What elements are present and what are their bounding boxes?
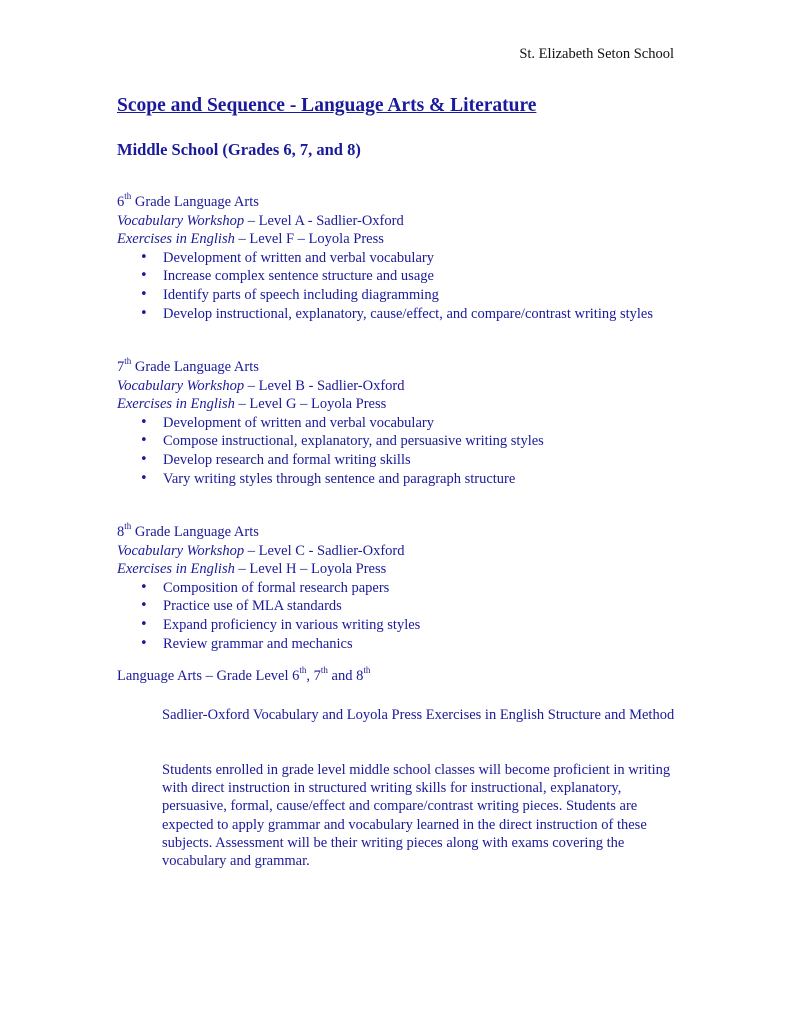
exercise-book-title: Exercises in English	[117, 561, 235, 578]
grade-6-section	[117, 193, 677, 323]
grade-8-section	[117, 523, 677, 653]
list-item: • Development of written and verbal vocabulary	[117, 249, 677, 268]
materials-paragraph: Sadlier-Oxford Vocabulary and Loyola Press Exercises in English Structure and Method	[162, 707, 675, 723]
list-item: • Develop instructional, explanatory, cause/effect, and compare/contrast writing styles	[117, 305, 677, 324]
list-item: • Practice use of MLA standards	[117, 597, 677, 616]
ordinal-suffix: th	[320, 665, 328, 676]
exercise-book-line	[117, 395, 677, 414]
list-item: • Increase complex sentence structure and usage	[117, 267, 677, 286]
grade-heading	[117, 523, 677, 542]
grade-number: 6	[117, 194, 125, 210]
grade-levels-prefix: Language Arts – Grade Level 6	[117, 668, 300, 684]
list-item: • Compose instructional, explanatory, and persuasive writing styles	[117, 432, 677, 451]
vocab-book-level: – Level C - Sadlier-Oxford	[244, 542, 405, 559]
description-paragraph: Students enrolled in grade level middle school classes will become proficient in writing with direct instruction in structured writing skills for instructional, explanatory, persuasive, formal, cause/effect and compare/contrast writing pieces. Students are expected to apply grammar and vocabulary learned in the direct instruction of these subjects. Assessment will be their writing pieces along with exams covering the vocabulary and grammar.	[162, 762, 671, 870]
grade-levels-heading	[117, 665, 371, 685]
exercise-book-level: – Level F – Loyola Press	[234, 231, 384, 248]
ordinal-suffix: th	[363, 665, 371, 676]
grade-heading	[117, 193, 677, 212]
grade-levels-end: and 8	[327, 668, 364, 684]
grade-number: 8	[117, 524, 125, 540]
exercise-book-level: – Level G – Loyola Press	[234, 396, 387, 413]
exercise-book-line	[117, 230, 677, 249]
vocab-book-title: Vocabulary Workshop	[117, 542, 245, 559]
grade-7-section	[117, 358, 677, 488]
grade-levels-mid: , 7	[306, 668, 321, 684]
grade-heading-text: Grade Language Arts	[131, 359, 259, 375]
exercise-book-line	[117, 560, 677, 579]
ordinal-suffix: th	[124, 191, 132, 202]
skills-list	[117, 579, 677, 653]
ordinal-suffix: th	[299, 665, 307, 676]
skills-list	[117, 414, 677, 488]
grade-heading-text: Grade Language Arts	[131, 194, 259, 210]
grade-number: 7	[117, 359, 125, 375]
vocab-book-line	[117, 212, 677, 231]
vocab-book-level: – Level A - Sadlier-Oxford	[244, 212, 404, 229]
exercise-book-title: Exercises in English	[117, 231, 235, 248]
ordinal-suffix: th	[124, 521, 132, 532]
vocab-book-title: Vocabulary Workshop	[117, 377, 245, 394]
list-item: • Expand proficiency in various writing styles	[117, 616, 677, 635]
vocab-book-line	[117, 542, 677, 561]
page-subtitle: Middle School (Grades 6, 7, and 8)	[117, 140, 361, 159]
list-item: • Composition of formal research papers	[117, 579, 677, 598]
exercise-book-title: Exercises in English	[117, 396, 235, 413]
grade-heading-text: Grade Language Arts	[131, 524, 259, 540]
list-item: • Review grammar and mechanics	[117, 635, 677, 654]
page-title: Scope and Sequence - Language Arts & Literature	[117, 95, 537, 116]
grade-heading	[117, 358, 677, 377]
list-item: • Vary writing styles through sentence and paragraph structure	[117, 470, 677, 489]
skills-list	[117, 249, 677, 323]
list-item: • Development of written and verbal vocabulary	[117, 414, 677, 433]
school-name-header: St. Elizabeth Seton School	[519, 46, 674, 62]
list-item: • Develop research and formal writing skills	[117, 451, 677, 470]
vocab-book-line	[117, 377, 677, 396]
list-item: • Identify parts of speech including diagramming	[117, 286, 677, 305]
ordinal-suffix: th	[124, 356, 132, 367]
vocab-book-level: – Level B - Sadlier-Oxford	[244, 377, 405, 394]
vocab-book-title: Vocabulary Workshop	[117, 212, 245, 229]
exercise-book-level: – Level H – Loyola Press	[234, 561, 387, 578]
